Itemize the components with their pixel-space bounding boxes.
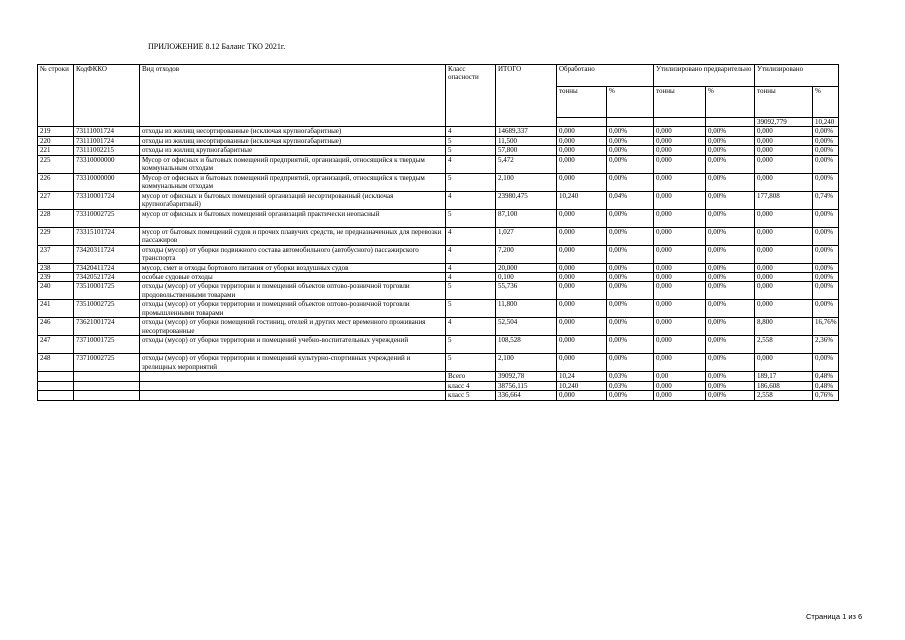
header-row bbox=[38, 65, 839, 87]
row-number: 241 bbox=[38, 300, 74, 318]
processed-percent: 0,00% bbox=[607, 173, 654, 191]
processed-tons: 0,000 bbox=[557, 127, 607, 136]
processed-tons: 10,240 bbox=[557, 191, 607, 209]
waste-name: отходы из жилищ крупногабаритные bbox=[140, 146, 446, 155]
prelim-tons: 0,000 bbox=[654, 263, 706, 272]
disposed-percent: 0,00% bbox=[813, 127, 839, 136]
empty-cell bbox=[140, 372, 446, 381]
disposed-percent: 0,00% bbox=[813, 354, 839, 372]
fkko-code: 73510001725 bbox=[74, 282, 140, 300]
processed-percent: 0,04% bbox=[607, 191, 654, 209]
processed-tons: 0,000 bbox=[557, 263, 607, 272]
waste-balance-table bbox=[37, 64, 839, 401]
total-value: 55,736 bbox=[496, 282, 557, 300]
empty-cell bbox=[38, 372, 74, 381]
subheader-prelim-tons: тонны bbox=[654, 87, 706, 118]
row-number: 240 bbox=[38, 282, 74, 300]
prelim-percent: 0,00% bbox=[706, 336, 755, 354]
disposed-percent: 0,00% bbox=[813, 146, 839, 155]
prelim-percent: 0,00% bbox=[706, 146, 755, 155]
empty-cell bbox=[38, 391, 74, 400]
fkko-code: 73420311724 bbox=[74, 245, 140, 263]
prelim-tons: 0,000 bbox=[654, 191, 706, 209]
disposed-tons: 0,000 bbox=[755, 146, 813, 155]
row-number: 227 bbox=[38, 191, 74, 209]
total-value: 7,200 bbox=[496, 245, 557, 263]
processed-percent: 0,00% bbox=[607, 209, 654, 227]
table-row bbox=[38, 209, 839, 227]
header-code: КодФККО bbox=[74, 65, 140, 127]
disposed-tons: 0,000 bbox=[755, 245, 813, 263]
hazard-class: 5 bbox=[446, 209, 496, 227]
disposed-tons: 2,558 bbox=[755, 336, 813, 354]
hazard-class: 5 bbox=[446, 282, 496, 300]
disposed-percent: 0,00% bbox=[813, 300, 839, 318]
processed-percent: 0,00% bbox=[607, 136, 654, 145]
waste-name: мусор от офисных и бытовых помещений организаций несортированный (исключая крупногабаритный) bbox=[140, 191, 446, 209]
prelim-percent: 0,00% bbox=[706, 127, 755, 136]
waste-name: отходы (мусор) от уборки территории и помещений культурно-спортивных учреждений и зрелищных мероприятий bbox=[140, 354, 446, 372]
prelim-percent: 0,00% bbox=[706, 173, 755, 191]
total-value: 0,100 bbox=[496, 273, 557, 282]
row-number: 237 bbox=[38, 245, 74, 263]
summary-processed-tons: 0,000 bbox=[557, 391, 607, 400]
processed-percent: 0,00% bbox=[607, 273, 654, 282]
table-row bbox=[38, 191, 839, 209]
subheader-disposed-tons: тонны bbox=[755, 87, 813, 118]
summary-disposed-tons: 2,558 bbox=[755, 391, 813, 400]
empty-cell bbox=[74, 391, 140, 400]
fkko-code: 73710002725 bbox=[74, 354, 140, 372]
header-disposed: Утилизировано bbox=[755, 65, 839, 87]
prelim-percent: 0,00% bbox=[706, 282, 755, 300]
waste-name: мусор, смет и отходы бортового питания от уборки воздушных судов bbox=[140, 263, 446, 272]
total-value: 2,100 bbox=[496, 354, 557, 372]
row-number: 239 bbox=[38, 273, 74, 282]
prelim-tons: 0,000 bbox=[654, 318, 706, 336]
waste-name: отходы (мусор) от уборки территории и помещений объектов оптово-розничной торговли продовольственными товарами bbox=[140, 282, 446, 300]
waste-name: Мусор от офисных и бытовых помещений предприятий, организаций, относящийся к твердым коммунальным отходам bbox=[140, 173, 446, 191]
fkko-code: 73315101724 bbox=[74, 227, 140, 245]
summary-prelim-tons: 0,00 bbox=[654, 372, 706, 381]
summary-processed-tons: 10,240 bbox=[557, 381, 607, 390]
empty-cell bbox=[607, 118, 654, 127]
processed-tons: 0,000 bbox=[557, 227, 607, 245]
prelim-tons: 0,000 bbox=[654, 336, 706, 354]
prelim-percent: 0,00% bbox=[706, 191, 755, 209]
prelim-percent: 0,00% bbox=[706, 136, 755, 145]
table-row bbox=[38, 127, 839, 136]
row-number: 228 bbox=[38, 209, 74, 227]
disposed-tons: 0,000 bbox=[755, 209, 813, 227]
hazard-class: 5 bbox=[446, 336, 496, 354]
processed-percent: 0,00% bbox=[607, 263, 654, 272]
disposed-percent: 0,00% bbox=[813, 273, 839, 282]
waste-name: отходы из жилищ несортированные (исключая крупногабаритные) bbox=[140, 136, 446, 145]
disposed-percent: 0,00% bbox=[813, 282, 839, 300]
summary-disposed-percent: 0,48% bbox=[813, 381, 839, 390]
prelim-tons: 0,000 bbox=[654, 354, 706, 372]
summary-disposed-percent: 0,48% bbox=[813, 372, 839, 381]
header-row-no: № строки bbox=[38, 65, 74, 127]
summary-total: 38756,115 bbox=[496, 381, 557, 390]
disposed-percent: 0,00% bbox=[813, 263, 839, 272]
hazard-class: 4 bbox=[446, 127, 496, 136]
fkko-code: 73420521724 bbox=[74, 273, 140, 282]
processed-tons: 0,000 bbox=[557, 282, 607, 300]
summary-processed-percent: 0,00% bbox=[607, 391, 654, 400]
empty-cell bbox=[74, 381, 140, 390]
fkko-code: 73621001724 bbox=[74, 318, 140, 336]
total-value: 5,472 bbox=[496, 155, 557, 173]
summary-processed-percent: 0,03% bbox=[607, 372, 654, 381]
processed-percent: 0,00% bbox=[607, 245, 654, 263]
summary-row bbox=[38, 381, 839, 390]
summary-row bbox=[38, 372, 839, 381]
empty-cell bbox=[557, 118, 607, 127]
total-value: 2,100 bbox=[496, 173, 557, 191]
table-row bbox=[38, 155, 839, 173]
processed-tons: 0,000 bbox=[557, 155, 607, 173]
hazard-class: 4 bbox=[446, 245, 496, 263]
hazard-class: 4 bbox=[446, 273, 496, 282]
prelim-tons: 0,000 bbox=[654, 146, 706, 155]
summary-disposed-tons: 186,608 bbox=[755, 381, 813, 390]
processed-percent: 0,00% bbox=[607, 127, 654, 136]
disposed-tons: 177,808 bbox=[755, 191, 813, 209]
disposed-tons: 0,000 bbox=[755, 173, 813, 191]
waste-name: Мусор от офисных и бытовых помещений предприятий, организаций, относящийся к твердым коммунальным отходам bbox=[140, 155, 446, 173]
summary-row bbox=[38, 391, 839, 400]
total-value: 23980,475 bbox=[496, 191, 557, 209]
waste-name: мусор от офисных и бытовых помещений организаций практически неопасный bbox=[140, 209, 446, 227]
processed-tons: 0,000 bbox=[557, 146, 607, 155]
table-row bbox=[38, 300, 839, 318]
subheader-processed-percent: % bbox=[607, 87, 654, 118]
subheader-prelim-percent: % bbox=[706, 87, 755, 118]
disposed-tons: 0,000 bbox=[755, 300, 813, 318]
summary-prelim-percent: 0,00% bbox=[706, 381, 755, 390]
disposed-percent: 0,00% bbox=[813, 173, 839, 191]
row-number: 221 bbox=[38, 146, 74, 155]
header-disposed-preliminary: Утилизировано предварительно bbox=[654, 65, 755, 87]
table-row bbox=[38, 336, 839, 354]
prelim-percent: 0,00% bbox=[706, 318, 755, 336]
prelim-percent: 0,00% bbox=[706, 263, 755, 272]
table-row bbox=[38, 146, 839, 155]
total-value: 87,100 bbox=[496, 209, 557, 227]
summary-prelim-tons: 0,000 bbox=[654, 391, 706, 400]
fkko-code: 73710001725 bbox=[74, 336, 140, 354]
processed-tons: 0,000 bbox=[557, 245, 607, 263]
hazard-class: 4 bbox=[446, 227, 496, 245]
processed-percent: 0,00% bbox=[607, 300, 654, 318]
table-row bbox=[38, 227, 839, 245]
waste-name: отходы (мусор) от уборки подвижного состава автомобильного (автобусного) пассажирского транспорта bbox=[140, 245, 446, 263]
summary-label: Всего bbox=[446, 372, 496, 381]
waste-name: отходы (мусор) от уборки помещений гостиниц, отелей и других мест временного проживания несортированные bbox=[140, 318, 446, 336]
hazard-class: 4 bbox=[446, 318, 496, 336]
waste-name: отходы из жилищ несортированные (исключая крупногабаритные) bbox=[140, 127, 446, 136]
table-row bbox=[38, 263, 839, 272]
disposed-tons: 0,000 bbox=[755, 127, 813, 136]
disposed-percent: 16,76% bbox=[813, 318, 839, 336]
processed-percent: 0,00% bbox=[607, 282, 654, 300]
row-number: 220 bbox=[38, 136, 74, 145]
header-hazard-class: Класс опасности bbox=[446, 65, 496, 127]
total-value: 57,800 bbox=[496, 146, 557, 155]
disposed-tons: 0,000 bbox=[755, 136, 813, 145]
total-processed-tons-cell: 10,240 bbox=[813, 118, 839, 127]
processed-percent: 0,00% bbox=[607, 318, 654, 336]
table-row bbox=[38, 136, 839, 145]
summary-disposed-tons: 189,17 bbox=[755, 372, 813, 381]
processed-tons: 0,000 bbox=[557, 300, 607, 318]
fkko-code: 73510002725 bbox=[74, 300, 140, 318]
processed-tons: 0,000 bbox=[557, 273, 607, 282]
disposed-percent: 0,00% bbox=[813, 155, 839, 173]
disposed-tons: 0,000 bbox=[755, 354, 813, 372]
hazard-class: 5 bbox=[446, 146, 496, 155]
table-row bbox=[38, 354, 839, 372]
waste-name: отходы (мусор) от уборки территории и помещений учебно-воспитательных учреждений bbox=[140, 336, 446, 354]
processed-tons: 0,000 bbox=[557, 209, 607, 227]
hazard-class: 4 bbox=[446, 263, 496, 272]
total-value: 1,027 bbox=[496, 227, 557, 245]
empty-cell bbox=[38, 381, 74, 390]
processed-percent: 0,00% bbox=[607, 146, 654, 155]
subheader-processed-tons: тонны bbox=[557, 87, 607, 118]
subheader-disposed-percent: % bbox=[813, 87, 839, 118]
disposed-percent: 2,36% bbox=[813, 336, 839, 354]
summary-prelim-percent: 0,00% bbox=[706, 372, 755, 381]
empty-cell bbox=[140, 391, 446, 400]
processed-tons: 0,000 bbox=[557, 354, 607, 372]
disposed-tons: 8,800 bbox=[755, 318, 813, 336]
total-value: 11,800 bbox=[496, 300, 557, 318]
summary-processed-tons: 10,24 bbox=[557, 372, 607, 381]
processed-tons: 0,000 bbox=[557, 318, 607, 336]
summary-label: класс 4 bbox=[446, 381, 496, 390]
header-waste-type: Вид отходов bbox=[140, 65, 446, 127]
total-value: 11,500 bbox=[496, 136, 557, 145]
header-processed: Обработано bbox=[557, 65, 654, 87]
prelim-tons: 0,000 bbox=[654, 155, 706, 173]
disposed-percent: 0,74% bbox=[813, 191, 839, 209]
summary-total: 336,664 bbox=[496, 391, 557, 400]
hazard-class: 5 bbox=[446, 136, 496, 145]
empty-cell bbox=[74, 372, 140, 381]
total-value: 108,528 bbox=[496, 336, 557, 354]
row-number: 219 bbox=[38, 127, 74, 136]
fkko-code: 73111001724 bbox=[74, 136, 140, 145]
disposed-percent: 0,00% bbox=[813, 227, 839, 245]
total-value: 39092,779 bbox=[755, 118, 813, 127]
empty-cell bbox=[706, 118, 755, 127]
fkko-code: 73310001724 bbox=[74, 191, 140, 209]
summary-prelim-tons: 0,000 bbox=[654, 381, 706, 390]
fkko-code: 73310000000 bbox=[74, 155, 140, 173]
summary-total: 39092,78 bbox=[496, 372, 557, 381]
hazard-class: 5 bbox=[446, 173, 496, 191]
fkko-code: 73420411724 bbox=[74, 263, 140, 272]
processed-tons: 0,000 bbox=[557, 173, 607, 191]
empty-cell bbox=[654, 118, 706, 127]
disposed-tons: 0,000 bbox=[755, 227, 813, 245]
processed-percent: 0,00% bbox=[607, 336, 654, 354]
total-value: 14689,337 bbox=[496, 127, 557, 136]
row-number: 225 bbox=[38, 155, 74, 173]
total-value: 52,504 bbox=[496, 318, 557, 336]
empty-cell bbox=[140, 381, 446, 390]
summary-prelim-percent: 0,00% bbox=[706, 391, 755, 400]
disposed-tons: 0,000 bbox=[755, 155, 813, 173]
row-number: 226 bbox=[38, 173, 74, 191]
disposed-tons: 0,000 bbox=[755, 263, 813, 272]
prelim-tons: 0,000 bbox=[654, 127, 706, 136]
page-number: Страница 1 из 6 bbox=[806, 612, 863, 621]
row-number: 246 bbox=[38, 318, 74, 336]
prelim-tons: 0,000 bbox=[654, 245, 706, 263]
table-row bbox=[38, 318, 839, 336]
hazard-class: 4 bbox=[446, 191, 496, 209]
total-value: 20,000 bbox=[496, 263, 557, 272]
table-body bbox=[38, 65, 839, 401]
prelim-tons: 0,000 bbox=[654, 273, 706, 282]
row-number: 238 bbox=[38, 263, 74, 272]
disposed-percent: 0,00% bbox=[813, 209, 839, 227]
hazard-class: 4 bbox=[446, 155, 496, 173]
waste-name: особые судовые отходы bbox=[140, 273, 446, 282]
summary-disposed-percent: 0,76% bbox=[813, 391, 839, 400]
prelim-percent: 0,00% bbox=[706, 155, 755, 173]
fkko-code: 73310002725 bbox=[74, 209, 140, 227]
hazard-class: 5 bbox=[446, 300, 496, 318]
processed-percent: 0,00% bbox=[607, 227, 654, 245]
row-number: 229 bbox=[38, 227, 74, 245]
processed-tons: 0,000 bbox=[557, 336, 607, 354]
summary-label: класс 5 bbox=[446, 391, 496, 400]
waste-name: отходы (мусор) от уборки территории и помещений объектов оптово-розничной торговли промышленными товарами bbox=[140, 300, 446, 318]
prelim-tons: 0,000 bbox=[654, 136, 706, 145]
disposed-tons: 0,000 bbox=[755, 282, 813, 300]
prelim-tons: 0,000 bbox=[654, 173, 706, 191]
disposed-percent: 0,00% bbox=[813, 136, 839, 145]
prelim-tons: 0,000 bbox=[654, 300, 706, 318]
prelim-tons: 0,000 bbox=[654, 227, 706, 245]
fkko-code: 73310000000 bbox=[74, 173, 140, 191]
prelim-percent: 0,00% bbox=[706, 354, 755, 372]
row-number: 247 bbox=[38, 336, 74, 354]
fkko-code: 73111001724 bbox=[74, 127, 140, 136]
table-row bbox=[38, 282, 839, 300]
prelim-percent: 0,00% bbox=[706, 273, 755, 282]
table-row bbox=[38, 173, 839, 191]
prelim-percent: 0,00% bbox=[706, 300, 755, 318]
summary-processed-percent: 0,03% bbox=[607, 381, 654, 390]
prelim-tons: 0,000 bbox=[654, 282, 706, 300]
document-title: ПРИЛОЖЕНИЕ 8.12 Баланс ТКО 2021г. bbox=[148, 42, 286, 51]
disposed-percent: 0,00% bbox=[813, 245, 839, 263]
prelim-tons: 0,000 bbox=[654, 209, 706, 227]
header-total: ИТОГО bbox=[496, 65, 557, 127]
processed-percent: 0,00% bbox=[607, 354, 654, 372]
disposed-tons: 0,000 bbox=[755, 273, 813, 282]
row-number: 248 bbox=[38, 354, 74, 372]
prelim-percent: 0,00% bbox=[706, 227, 755, 245]
hazard-class: 5 bbox=[446, 354, 496, 372]
processed-tons: 0,000 bbox=[557, 136, 607, 145]
fkko-code: 73111002215 bbox=[74, 146, 140, 155]
table-row bbox=[38, 245, 839, 263]
waste-name: мусор от бытовых помещений судов и прочих плавучих средств, не предназначенных для перевозки пассажиров bbox=[140, 227, 446, 245]
prelim-percent: 0,00% bbox=[706, 245, 755, 263]
table-row bbox=[38, 273, 839, 282]
processed-percent: 0,00% bbox=[607, 155, 654, 173]
prelim-percent: 0,00% bbox=[706, 209, 755, 227]
